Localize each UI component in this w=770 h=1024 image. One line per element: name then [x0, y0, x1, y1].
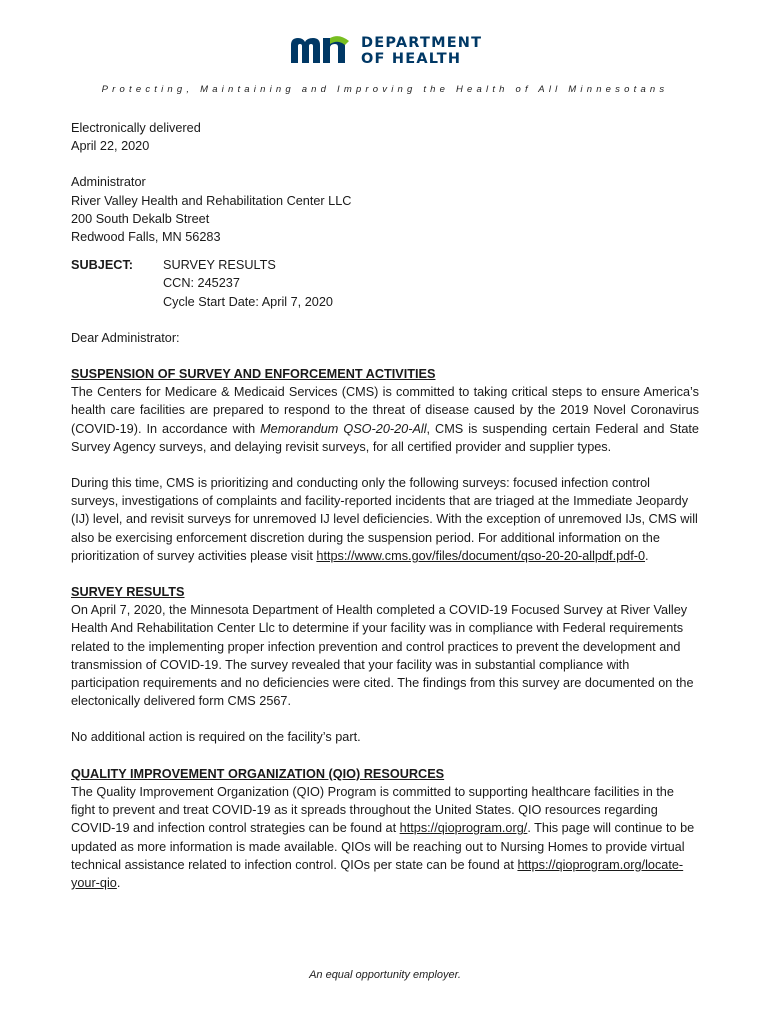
- subject-block: [71, 256, 699, 311]
- text-run: The Quality Improvement Organization (QIO) Program is committed to supporting healthcare facilities in the fight to prevent and treat COVID-19 as it spreads throughout the United States. QIO resources regarding COVID-19 and infection control strategies can be found at: [71, 784, 674, 836]
- cms-memo-link[interactable]: https://www.cms.gov/files/document/qso-20-20-allpdf.pdf-0: [316, 548, 646, 563]
- section-heading-results: SURVEY RESULTS: [71, 585, 185, 600]
- qio-program-link[interactable]: https://qioprogram.org/: [399, 821, 528, 836]
- text-run: The Centers for Medicare & Medicaid Services (CMS) is committed to taking critical steps to ensure America’s health care facilities are prepared to respond to the threat of disease caused by the 2019 Novel Coronavirus (COVID-19). In accordance with: [71, 385, 699, 436]
- results-paragraph-2: No additional action is required on the facility’s part.: [71, 730, 361, 745]
- section-heading-suspension: SUSPENSION OF SURVEY AND ENFORCEMENT ACTIVITIES: [71, 367, 436, 382]
- text-run: During this time, CMS is prioritizing and conducting only the following surveys: focused infection control surveys, investigations of complaints and facility-reported incidents that are triaged at the Immediate Jeopardy (IJ) level, and revisit surveys for unremoved IJ level deficiencies. With the exception of unremoved IJs, CMS will also be exercising enforcement discretion during the suspension period. For additional information on the prioritization of survey activities please visit: [71, 476, 698, 563]
- logo-line-1: DEPARTMENT: [361, 35, 483, 51]
- address-line: 200 South Dekalb Street: [71, 211, 210, 226]
- mn-logo-icon: [289, 35, 353, 65]
- letter-body: [71, 119, 699, 892]
- text-run: , CMS is suspending certain Federal and State Survey Agency surveys, and delaying revisit surveys, for all certified provider and supplier types.: [71, 421, 699, 454]
- qio-locate-link[interactable]: https://qioprogram.org/locate-your-qio: [71, 857, 684, 890]
- subject-line: CCN: 245237: [163, 276, 240, 291]
- suspension-paragraph-1: [71, 383, 699, 456]
- subject-line: Cycle Start Date: April 7, 2020: [163, 294, 333, 309]
- results-paragraph-1: On April 7, 2020, the Minnesota Department of Health completed a COVID-19 Focused Survey at River Valley Health And Rehabilitation Center Llc to determine if your facility was in compliance with Federal requirements related to the implementing proper infection prevention and control practices to prevent the development and transmission of COVID-19. The survey revealed that your facility was in substantial compliance with participation requirements and no deficiencies were cited. The findings from this survey are documented on the electonically delivered form CMS 2567.: [71, 603, 694, 709]
- recipient-address: [71, 173, 699, 246]
- address-line: Administrator: [71, 175, 146, 190]
- delivery-method: Electronically delivered: [71, 121, 201, 135]
- subject-label: SUBJECT:: [71, 258, 134, 273]
- letter-date: April 22, 2020: [71, 139, 150, 154]
- text-run: . This page will continue to be updated as more information is made available. QIOs will be reaching out to Nursing Homes to provide virtual technical assistance related to infection control. QIOs per state can be found at: [71, 821, 695, 872]
- footer-eoe: An equal opportunity employer.: [309, 969, 461, 981]
- mdh-logo: [289, 33, 489, 69]
- suspension-paragraph-2: During this time, CMS is prioritizing and conducting only the following surveys: focused infection control surveys, investigations of complaints and facility-reported incidents that are triaged at the Immediate Jeopardy (IJ) level, and revisit surveys for unremoved IJ level deficiencies. With the exception of unremoved IJs, CMS will also be exercising enforcement discretion during the suspension period. For additional information on the prioritization of survey activities please visit https://www.cms.gov/files/document/qso-20-20-allpdf.pdf-0.: [71, 476, 698, 563]
- logo-line-2: OF HEALTH: [361, 51, 462, 67]
- memo-reference: Memorandum QSO-20-20-All: [260, 421, 427, 436]
- tagline: Protecting, Maintaining and Improving the Health of All Minnesotans: [101, 84, 669, 95]
- address-line: Redwood Falls, MN 56283: [71, 230, 221, 245]
- subject-line: SURVEY RESULTS: [163, 258, 276, 273]
- section-heading-qio: QUALITY IMPROVEMENT ORGANIZATION (QIO) RESOURCES: [71, 766, 445, 781]
- address-line: River Valley Health and Rehabilitation Center LLC: [71, 193, 352, 208]
- logo-wordmark: [361, 35, 482, 67]
- salutation: Dear Administrator:: [71, 330, 180, 345]
- qio-paragraph-1: The Quality Improvement Organization (QIO) Program is committed to supporting healthcare facilities in the fight to prevent and treat COVID-19 as it spreads throughout the United States. QIO resources regarding COVID-19 and infection control strategies can be found at https://qioprogram.org/. This page will continue to be updated as more information is made available. QIOs will be reaching out to Nursing Homes to provide virtual technical assistance related to infection control. QIOs per state can be found at https://qioprogram.org/locate-your-qio.: [71, 784, 695, 890]
